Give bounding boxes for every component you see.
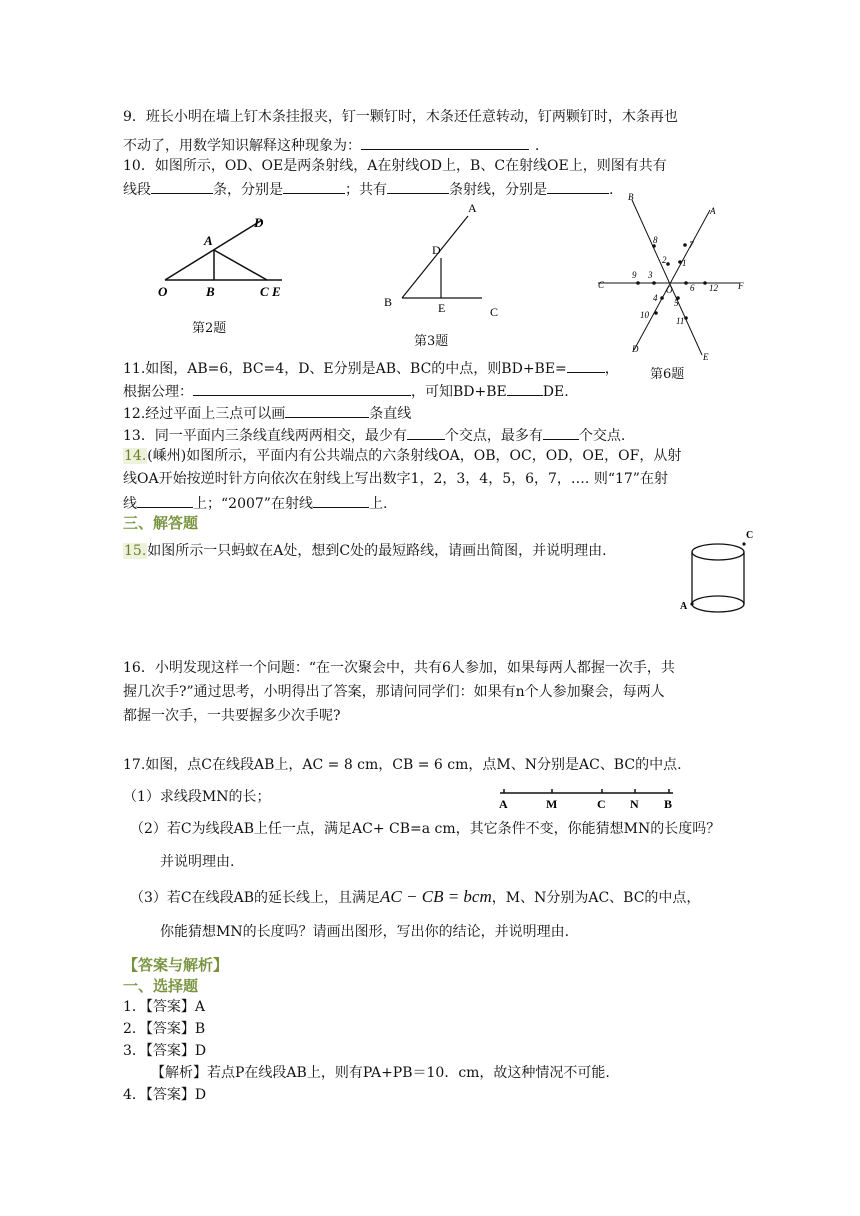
- q14-line1: 14.(嵊州)如图所示，平面内有公共端点的六条射线OA，OB，OC，OD，OE，OF，从射: [124, 448, 682, 464]
- cylinder-figure: [678, 524, 768, 624]
- q13-line: 13．同一平面内三条线直线两两相交，最少有 个交点，最多有 个交点.: [123, 425, 625, 445]
- fig2-label: D: [254, 215, 264, 230]
- q9-text: 不动了，用数学知识解释这种现象为：: [123, 138, 361, 154]
- svg-text:2: 2: [662, 255, 667, 265]
- fig6-caption: 第6题: [650, 367, 685, 382]
- q17-part1: （1）求线段MN的长；: [123, 789, 271, 805]
- answer-3: 3．【答案】D: [123, 1043, 207, 1059]
- q10-line1: 10．如图所示，OD、OE是两条射线，A在射线OD上，B、C在射线OE上，则图有共有: [123, 158, 667, 174]
- svg-text:F: F: [738, 281, 744, 291]
- svg-text:3: 3: [648, 270, 653, 280]
- q9-line2: 不动了，用数学知识解释这种现象为： ．: [123, 135, 549, 155]
- svg-text:O: O: [158, 284, 168, 299]
- q17-part3c: 你能猜想MN的长度吗？请画出图形，写出你的结论，并说明理由.: [160, 924, 570, 940]
- svg-text:11: 11: [676, 316, 685, 326]
- answers-section1: 一、选择题: [123, 977, 199, 995]
- figure-2: [150, 210, 300, 310]
- svg-text:B: B: [628, 192, 634, 202]
- q17-part2b: 并说明理由.: [160, 854, 235, 870]
- fig2-caption: 第2题: [192, 321, 227, 336]
- q17-part3: （3）若C在线段AB的延长线上，且满足AC − CB = bcm，M、N分别为AC、BC的中点，: [130, 887, 701, 906]
- svg-text:O: O: [666, 285, 673, 295]
- svg-text:C: C: [598, 280, 605, 290]
- q17-part2: （2）若C为线段AB上任一点，满足AC+ CB=a cm，其它条件不变，你能猜想MN的长度吗？: [130, 821, 721, 837]
- svg-text:12: 12: [709, 283, 718, 293]
- svg-text:E: E: [703, 352, 709, 362]
- q14-line2: 线OA开始按逆时针方向依次在射线上写出数字1，2，3，4，5，6，7，…. 则“17”在射: [123, 471, 668, 487]
- svg-text:M: M: [546, 797, 558, 811]
- q10-line2: 线段 条，分别是 ；共有 条射线，分别是 .: [123, 179, 613, 199]
- svg-text:6: 6: [690, 283, 695, 293]
- q17-line1: 17.如图，点C在线段AB上，AC = 8 cm，CB = 6 cm，点M、N分别是AC、BC的中点.: [123, 757, 682, 773]
- svg-text:8: 8: [653, 235, 658, 245]
- q9-blank: [361, 135, 529, 150]
- answer-4: 4．【答案】D: [123, 1087, 207, 1103]
- q16-line1: 16．小明发现这样一个问题：“在一次聚会中，共有6人参加，如果每两人都握一次手，共: [123, 660, 675, 676]
- svg-text:A: A: [710, 206, 716, 216]
- svg-text:A: A: [468, 201, 477, 215]
- svg-text:B: B: [384, 295, 393, 309]
- svg-text:E: E: [438, 301, 446, 315]
- fig3-caption: 第3题: [414, 334, 449, 349]
- svg-text:4: 4: [653, 293, 658, 303]
- svg-text:1: 1: [682, 258, 687, 268]
- answer-1: 1．【答案】A: [123, 999, 206, 1015]
- svg-text:7: 7: [689, 240, 694, 250]
- svg-text:C: C: [260, 284, 269, 299]
- svg-text:D: D: [632, 344, 639, 354]
- figure-6: [590, 190, 750, 370]
- q14-line3: 线 上；“2007”在射线 上.: [123, 493, 387, 513]
- answer-3-explanation: 【解析】若点P在线段AB上，则有PA+PB＝10．cm，故这种情况不可能.: [151, 1065, 610, 1081]
- q12-line: 12.经过平面上三点可以画 条直线: [123, 403, 411, 423]
- svg-text:A: A: [204, 233, 213, 248]
- svg-text:C: C: [597, 797, 606, 811]
- q11-line1: 11.如图，AB=6，BC=4，D、E分别是AB、BC的中点，则BD+BE= ，: [123, 358, 619, 378]
- svg-text:C: C: [746, 530, 754, 541]
- svg-text:B: B: [664, 797, 673, 811]
- q16-line3: 都握一次手，一共要握多少次手呢?: [123, 708, 341, 724]
- answer-2: 2．【答案】B: [123, 1021, 206, 1037]
- figure-3: [380, 198, 510, 328]
- answers-heading: 【答案与解析】: [123, 956, 229, 974]
- svg-text:B: B: [206, 284, 215, 299]
- section-3-heading: 三、解答题: [123, 514, 199, 532]
- svg-text:C: C: [490, 305, 499, 319]
- svg-text:A: A: [680, 601, 688, 612]
- svg-text:10: 10: [640, 310, 649, 320]
- q9-line1: 9．班长小明在墙上钉木条挂报夹，钉一颗钉时，木条还任意转动，钉两颗钉时，木条再也: [123, 109, 678, 125]
- q15-line: 15.如图所示一只蚂蚁在A处，想到C处的最短路线，请画出简图，并说明理由.: [124, 543, 607, 559]
- q11-line2: 根据公理： ，可知BD+BE DE.: [123, 381, 569, 401]
- svg-text:E: E: [272, 284, 281, 299]
- svg-text:A: A: [499, 797, 508, 811]
- svg-text:N: N: [630, 797, 639, 811]
- svg-text:D: D: [432, 243, 441, 257]
- q16-line2: 握几次手?”通过思考，小明得出了答案，那请问同学们：如果有n个人参加聚会，每两人: [123, 684, 665, 700]
- svg-text:9: 9: [632, 270, 637, 280]
- svg-text:5: 5: [674, 298, 679, 308]
- q17-math: AC − CB = bcm: [380, 887, 492, 906]
- segment-figure: [495, 783, 685, 813]
